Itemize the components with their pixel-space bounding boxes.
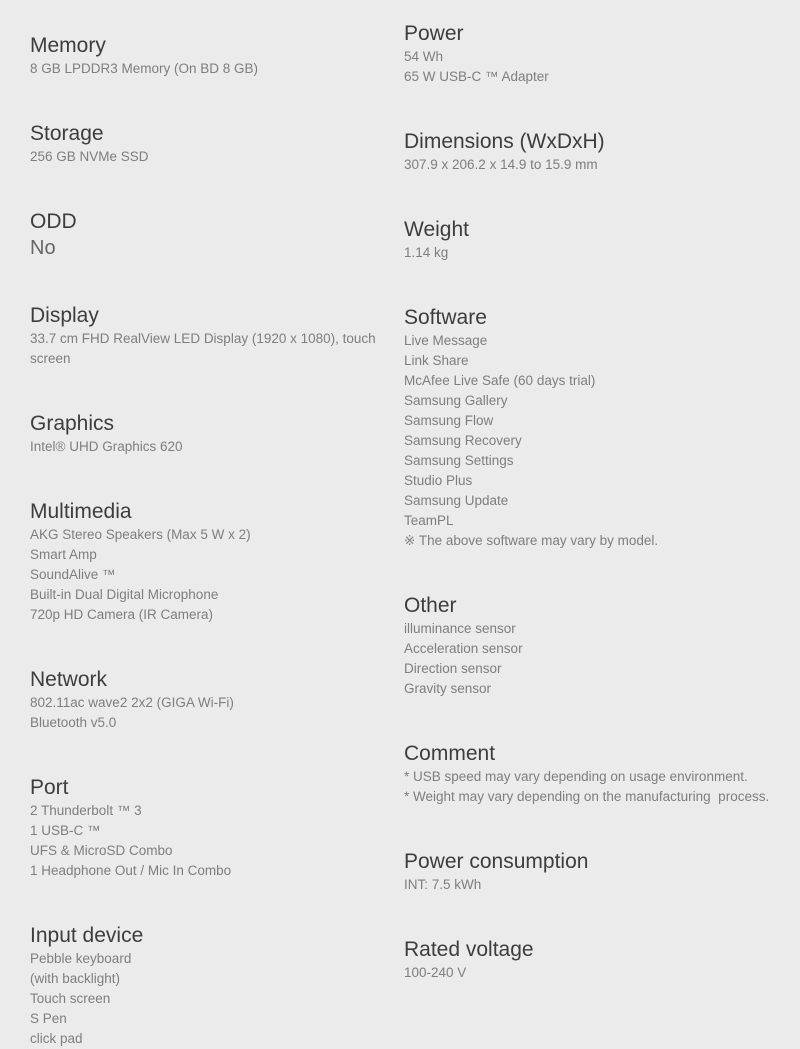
spec-item: S Pen [30, 1011, 67, 1026]
spec-section [404, 305, 800, 551]
spec-section [30, 667, 402, 733]
section-items [30, 437, 402, 457]
spec-item: (with backlight) [30, 971, 121, 986]
spec-item: Samsung Gallery [404, 393, 508, 408]
section-items [30, 801, 402, 881]
section-items [30, 59, 402, 79]
section-heading: Other [404, 594, 457, 617]
spec-item: Samsung Recovery [404, 433, 522, 448]
section-items [404, 243, 800, 263]
section-heading: Network [30, 668, 108, 691]
spec-section [404, 21, 800, 87]
spec-item: ※ The above software may vary by model. [404, 533, 659, 548]
section-items [30, 147, 402, 167]
spec-item: Samsung Flow [404, 413, 494, 428]
section-items [404, 155, 800, 175]
spec-item: Link Share [404, 353, 469, 368]
section-heading: Comment [404, 742, 496, 765]
section-heading: Graphics [30, 412, 115, 435]
spec-section [404, 593, 800, 699]
section-items [404, 619, 800, 699]
spec-item: 720p HD Camera (IR Camera) [30, 607, 214, 622]
spec-item: Direction sensor [404, 661, 502, 676]
section-items [404, 875, 800, 895]
section-items [30, 949, 402, 1049]
spec-item: SoundAlive ™ [30, 567, 116, 582]
spec-item: * USB speed may vary depending on usage environment. [404, 769, 748, 784]
spec-section [30, 33, 402, 79]
spec-item: Gravity sensor [404, 681, 492, 696]
section-heading: Software [404, 306, 487, 329]
spec-item: 256 GB NVMe SSD [30, 149, 149, 164]
section-items [30, 693, 402, 733]
section-heading: Dimensions (WxDxH) [404, 130, 605, 153]
spec-section [404, 849, 800, 895]
spec-section [404, 937, 800, 983]
spec-item: Touch screen [30, 991, 111, 1006]
section-heading: Power [404, 22, 464, 45]
spec-section [404, 741, 800, 807]
section-heading: Power consumption [404, 850, 589, 873]
spec-item: 802.11ac wave2 2x2 (GIGA Wi-Fi) [30, 695, 234, 710]
spec-item: AKG Stereo Speakers (Max 5 W x 2) [30, 527, 251, 542]
spec-item: 1.14 kg [404, 245, 449, 260]
spec-item: Bluetooth v5.0 [30, 715, 117, 730]
section-heading: Storage [30, 122, 104, 145]
spec-item: Samsung Settings [404, 453, 514, 468]
section-heading: Memory [30, 34, 106, 57]
spec-section [404, 217, 800, 263]
spec-item: Studio Plus [404, 473, 473, 488]
spec-item: Built-in Dual Digital Microphone [30, 587, 219, 602]
section-heading: Port [30, 776, 69, 799]
section-items [404, 963, 800, 983]
spec-item: Live Message [404, 333, 488, 348]
section-items [30, 525, 402, 625]
section-heading: Rated voltage [404, 938, 534, 961]
spec-item: 2 Thunderbolt ™ 3 [30, 803, 142, 818]
spec-item: Samsung Update [404, 493, 509, 508]
spec-item: illuminance sensor [404, 621, 516, 636]
spec-item: TeamPL [404, 513, 454, 528]
spec-section [30, 303, 402, 369]
spec-section [404, 129, 800, 175]
spec-item: Intel® UHD Graphics 620 [30, 439, 183, 454]
section-items [404, 47, 800, 87]
spec-item: 54 Wh [404, 49, 444, 64]
spec-item: * Weight may vary depending on the manufacturing process. [404, 789, 770, 804]
spec-item: 65 W USB-C ™ Adapter [404, 69, 549, 84]
spec-item: 8 GB LPDDR3 Memory (On BD 8 GB) [30, 61, 259, 76]
spec-item: 307.9 x 206.2 x 14.9 to 15.9 mm [404, 157, 598, 172]
spec-item: McAfee Live Safe (60 days trial) [404, 373, 596, 388]
spec-section [30, 775, 402, 881]
spec-column-left [0, 21, 402, 1046]
spec-column-right [402, 21, 800, 1032]
spec-item: 1 USB-C ™ [30, 823, 101, 838]
section-items [404, 767, 800, 807]
section-items [30, 235, 402, 261]
spec-item: click pad [30, 1031, 83, 1046]
section-heading: ODD [30, 210, 77, 233]
section-heading: Weight [404, 218, 469, 241]
spec-section [30, 209, 402, 261]
section-items [404, 331, 800, 551]
spec-item: Smart Amp [30, 547, 97, 562]
spec-item: 100-240 V [404, 965, 467, 980]
spec-item: 1 Headphone Out / Mic In Combo [30, 863, 232, 878]
spec-item: Pebble keyboard [30, 951, 132, 966]
spec-item: UFS & MicroSD Combo [30, 843, 173, 858]
spec-section [30, 499, 402, 625]
section-heading: Input device [30, 924, 144, 947]
section-heading: Multimedia [30, 500, 132, 523]
spec-section [30, 121, 402, 167]
spec-section [30, 411, 402, 457]
spec-item: No [30, 237, 56, 259]
spec-item: Acceleration sensor [404, 641, 523, 656]
spec-item: INT: 7.5 kWh [404, 877, 482, 892]
spec-item: 33.7 cm FHD RealView LED Display (1920 x 1080), touch screen [30, 331, 380, 366]
section-items [30, 329, 402, 369]
spec-section [30, 923, 402, 1049]
section-heading: Display [30, 304, 99, 327]
